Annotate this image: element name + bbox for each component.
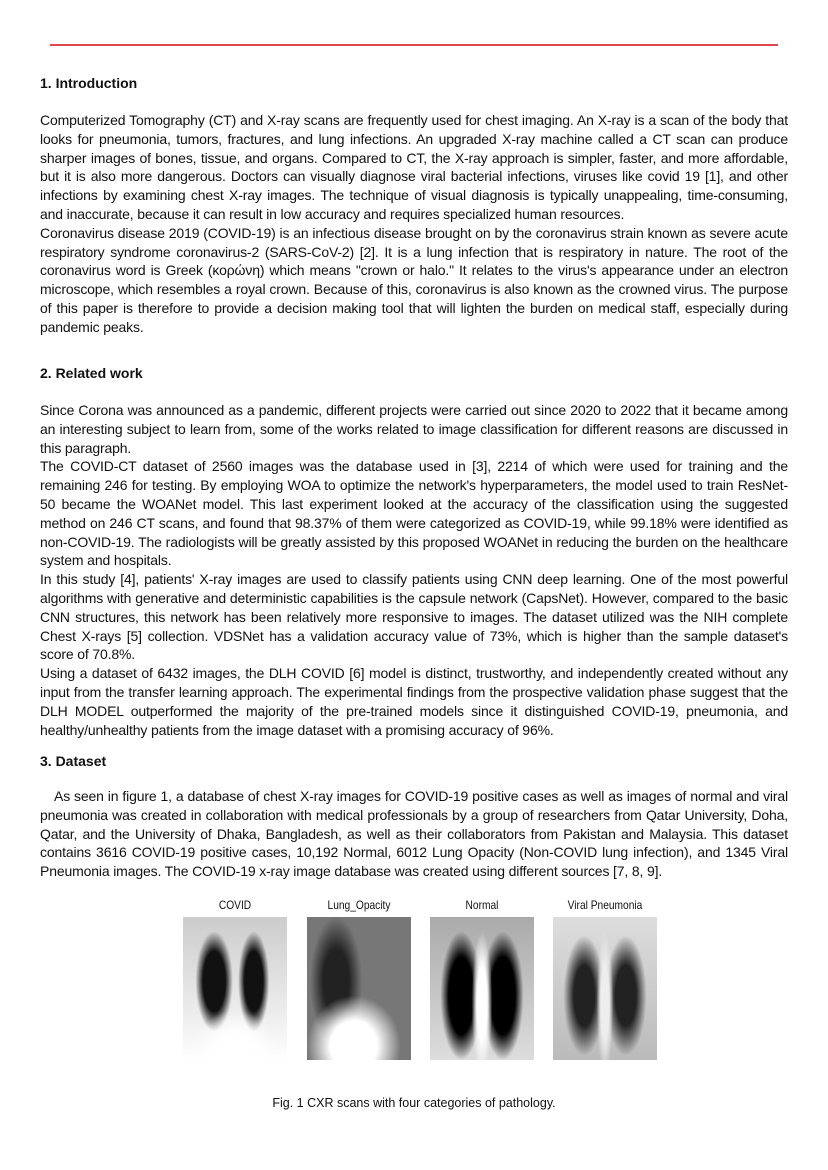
figure-caption: Fig. 1 CXR scans with four categories of pathology. [272,1096,556,1110]
section-introduction [40,75,788,337]
section-heading: 3. Dataset [40,753,107,769]
section-heading: 1. Introduction [40,75,138,91]
xray-image-normal [430,917,534,1060]
paragraph: Computerized Tomography (CT) and X-ray scans are frequently used for chest imaging. An X-ray is a scan of the body that looks for pneumonia, tumors, fractures, and lung infections. An upgraded X-ray machine called a CT scan can produce sharper images of bones, tissue, and organs. Compared to CT, the X-ray approach is simpler, faster, and more affordable, but it is also more dangerous. Doctors can visually diagnose viral bacterial infections, viruses like covid 19 [1], and other infections by examining chest X-ray images. The technique of visual diagnosis is typically unappealing, time-consuming, and inaccurate, because it can result in low accuracy and requires specialized human resources. [40,112,788,222]
xray-image-viral-pneumonia [553,917,657,1060]
paragraph: In this study [4], patients' X-ray images are used to classify patients using CNN deep learning. One of the most powerful algorithms with generative and deterministic capabilities is the capsule network (CapsNet). However, compared to the basic CNN structures, this network has been relatively more responsive to images. The dataset utilized was the NIH complete Chest X-rays [5] collection. VDSNet has a validation accuracy value of 73%, which is higher than the sample dataset's score of 70.8%. [40,571,788,663]
xray-image-lung-opacity [307,917,411,1060]
paragraph: The COVID-CT dataset of 2560 images was the database used in [3], 2214 of which were used for training and the remaining 246 for testing. By employing WOA to optimize the network's hyperparameters, the model used to train ResNet-50 became the WOANet model. This last experiment looked at the accuracy of the classification using the suggested method on 246 CT scans, and found that 98.37% of them were categorized as COVID-19, while 99.18% were identified as non-COVID-19. The radiologists will be greatly assisted by this proposed WOANet in reducing the burden on the healthcare system and hospitals. [40,458,788,569]
panel-label-covid: COVID [218,898,252,912]
paragraph: Using a dataset of 6432 images, the DLH COVID [6] model is distinct, trustworthy, and independently created without any input from the transfer learning approach. The experimental findings from the prospective validation phase suggest that the DLH MODEL outperformed the majority of the pre-trained models since it distinguished COVID-19, pneumonia, and healthy/unhealthy patients from the image dataset with a promising accuracy of 96%. [40,665,788,738]
xray-image-covid [183,917,287,1060]
panel-label-lung-opacity: Lung_Opacity [327,898,391,912]
panel-label-viral-pneumonia: Viral Pneumonia [567,898,643,912]
paragraph: Coronavirus disease 2019 (COVID-19) is an infectious disease brought on by the coronavirus strain known as severe acute respiratory syndrome coronavirus-2 (SARS-CoV-2) [2]. It is a lung infection that is respiratory in nature. The root of the coronavirus word is Greek (κορώνη) which means "crown or halo." It relates to the virus's appearance under an electron microscope, which resembles a royal crown. Because of this, coronavirus is also known as the crowned virus. The purpose of this paper is therefore to provide a decision making tool that will lighten the burden on medical staff, especially during pandemic peaks. [40,224,788,335]
section-heading: 2. Related work [40,365,143,381]
figure-cxr-scans [0,898,828,1068]
section-dataset [40,753,788,881]
header-rule [50,44,778,46]
panel-label-normal: Normal [465,898,499,912]
paragraph: Since Corona was announced as a pandemic, different projects were carried out since 2020 to 2022 that it became among an interesting subject to learn from, some of the works related to image classification for different reasons are discussed in this paragraph. [40,402,788,456]
paragraph: As seen in figure 1, a database of chest X-ray images for COVID-19 positive cases as well as images of normal and viral pneumonia was created in collaboration with medical professionals by a group of researchers from Qatar University, Doha, Qatar, and the University of Dhaka, Bangladesh, as well as their collaborators from Pakistan and Malaysia. This dataset contains 3616 COVID-19 positive cases, 10,192 Normal, 6012 Lung Opacity (Non-COVID lung infection), and 1345 Viral Pneumonia images. The COVID-19 x-ray image database was created using different sources [7, 8, 9]. [40,788,788,880]
section-related-work [40,365,788,739]
